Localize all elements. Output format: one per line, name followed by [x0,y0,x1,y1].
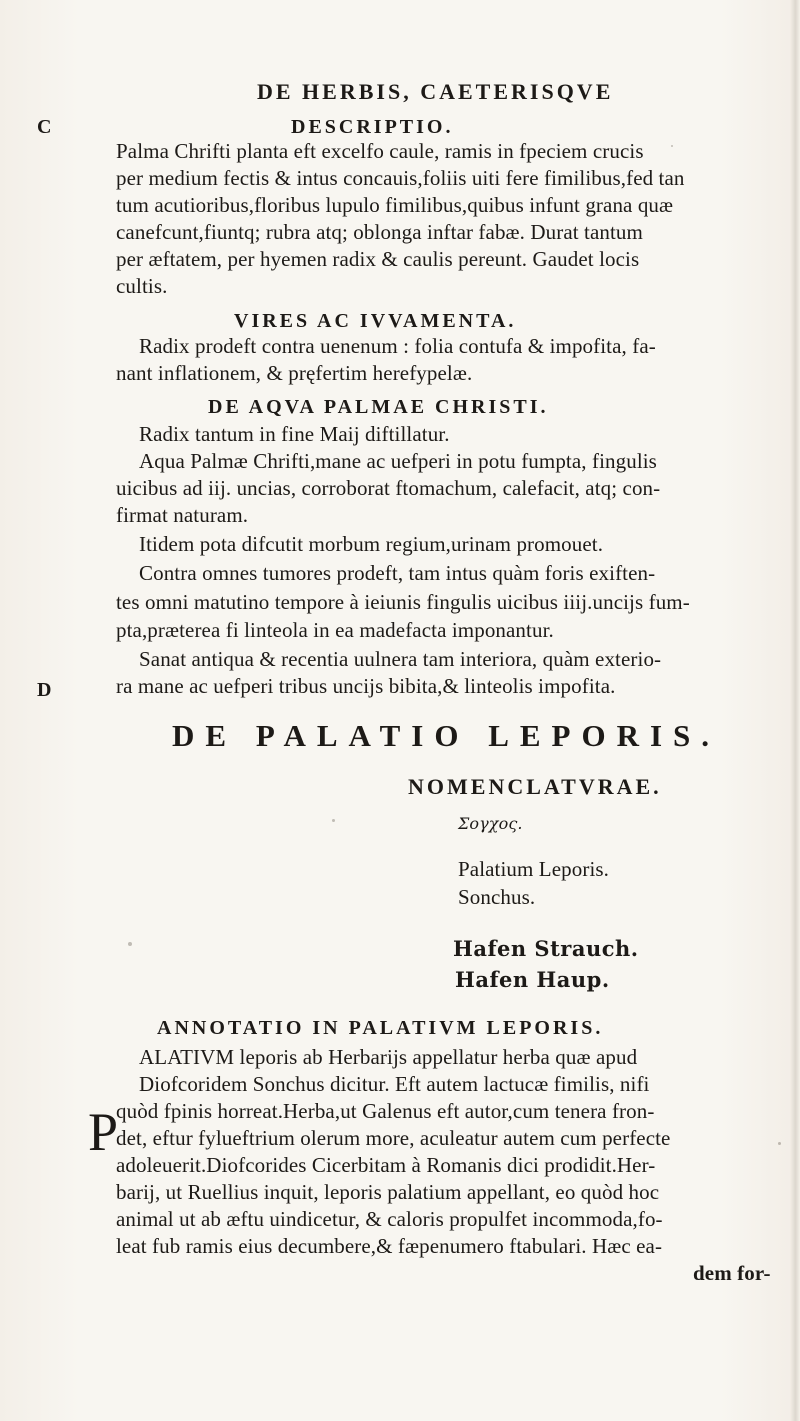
aqua-line-1: Radix tantum in fine Maij diftillatur. [139,422,450,446]
aqua-line-8: pta,præterea fi linteola in ea madefacta imponantur. [116,618,554,642]
aqua-line-6: Contra omnes tumores prodeft, tam intus quàm foris exiften- [139,561,656,585]
vires-heading: VIRES AC IVVAMENTA. [234,310,517,332]
annotation-line-2: Diofcoridem Sonchus dicitur. Eft autem lactucæ fimilis, nifi [139,1072,650,1096]
vires-line-2: nant inflationem, & pręfertim herefypelæ. [116,361,473,385]
annotation-line-5: adoleuerit.Diofcorides Cicerbitam à Romanis dici prodidit.Her- [116,1153,656,1177]
aqua-line-3: uicibus ad iij. uncias, corroborat ftomachum, calefacit, atq; con- [116,476,661,500]
description-line-2: per medium fectis & intus concauis,foliis uiti fere fimilibus,fed tan [116,166,685,190]
paper-speck [128,942,132,946]
nomenclature-heading: NOMENCLATVRAE. [408,774,662,799]
paper-speck [332,819,335,822]
aqua-line-9: Sanat antiqua & recentia uulnera tam interiora, quàm exterio- [139,647,662,671]
margin-letter-d: D [37,679,52,701]
paper-speck [671,145,673,147]
aqua-line-7: tes omni matutino tempore à ieiunis fingulis uicibus iiij.uncijs fum- [116,590,690,614]
annotation-line-8: leat fub ramis eius decumbere,& fæpenumero ftabulari. Hæc ea- [116,1234,663,1258]
paper-speck [778,1142,781,1145]
description-line-4: canefcunt,fiuntq; rubra atq; oblonga inftar fabæ. Durat tantum [116,220,643,244]
annotation-line-4: det, eftur fylueftrium olerum more, aculeatur autem cum perfecte [116,1126,671,1150]
description-line-3: tum acutioribus,floribus lupulo fimilibus,quibus infunt grana quæ [116,193,674,217]
annotation-line-3: quòd fpinis horreat.Herba,ut Galenus eft autor,cum tenera fron- [116,1099,655,1123]
page-edge-shadow [790,0,800,1421]
aqua-line-5: Itidem pota difcutit morbum regium,urinam promouet. [139,532,604,556]
description-heading: DESCRIPTIO. [291,116,454,138]
section-title: DE PALATIO LEPORIS. [172,718,721,753]
latin-name-2: Sonchus. [458,885,536,909]
german-name-2: Hafen Haup. [455,967,610,992]
vires-line-1: Radix prodeft contra uenenum : folia contufa & impofita, fa- [139,334,656,358]
greek-name: Σογχος. [458,814,523,833]
latin-name-1: Palatium Leporis. [458,857,610,881]
annotation-drop-cap: P [88,1102,119,1162]
annotation-line-6: barij, ut Ruellius inquit, leporis palatium appellant, eo quòd hoc [116,1180,660,1204]
margin-letter-c: C [37,116,52,138]
aqua-heading: DE AQVA PALMAE CHRISTI. [208,396,549,418]
aqua-line-2: Aqua Palmæ Chrifti,mane ac uefperi in potu fumpta, fingulis [139,449,657,473]
annotation-line-1: ALATIVM leporis ab Herbarijs appellatur herba quæ apud [139,1045,638,1069]
annotation-line-7: animal ut ab æftu uindicetur, & caloris propulfet incommoda,fo- [116,1207,663,1231]
description-line-6: cultis. [116,274,168,298]
description-line-5: per æftatem, per hyemen radix & caulis pereunt. Gaudet locis [116,247,640,271]
description-line-1: Palma Chrifti planta eft excelfo caule, ramis in fpeciem crucis [116,139,644,163]
running-header: DE HERBIS, CAETERISQVE [257,79,614,104]
annotation-heading: ANNOTATIO IN PALATIVM LEPORIS. [157,1017,604,1039]
aqua-line-10: ra mane ac uefperi tribus uncijs bibita,& linteolis impofita. [116,674,616,698]
german-name-1: Hafen Strauch. [453,936,639,961]
aqua-line-4: firmat naturam. [116,503,249,527]
annotation-line-9: dem for- [693,1261,771,1285]
